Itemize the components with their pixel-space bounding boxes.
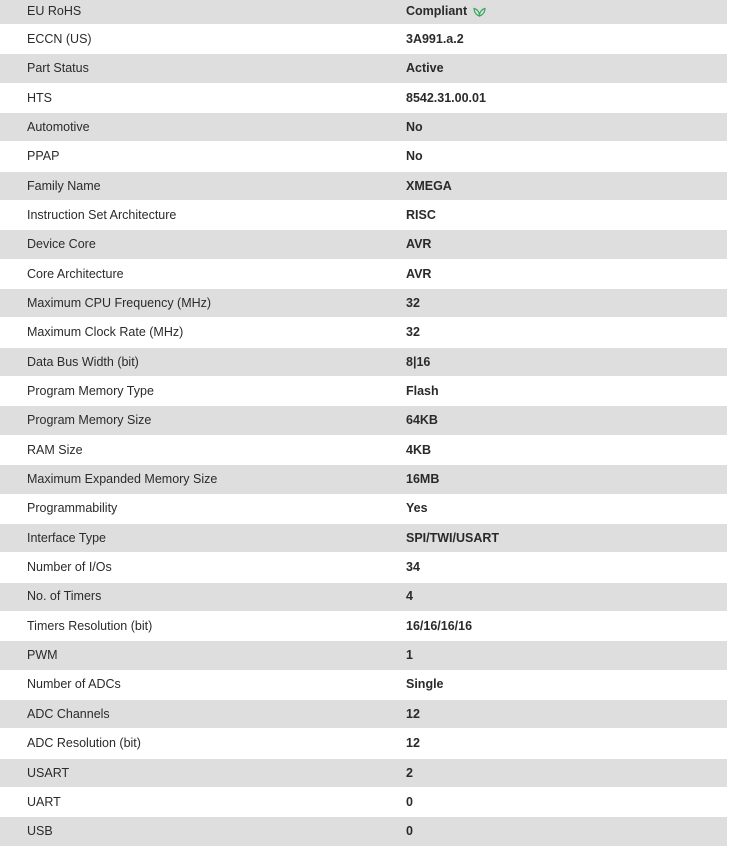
spec-value: No xyxy=(379,113,727,142)
spec-label: Programmability xyxy=(0,494,379,523)
spec-label: ECCN (US) xyxy=(0,25,379,54)
table-row xyxy=(0,142,727,171)
table-row xyxy=(0,611,727,640)
spec-label: HTS xyxy=(0,83,379,112)
table-row xyxy=(0,406,727,435)
spec-label: USB xyxy=(0,817,379,846)
table-row xyxy=(0,377,727,406)
table-row xyxy=(0,465,727,494)
table-row xyxy=(0,523,727,552)
spec-label: Automotive xyxy=(0,113,379,142)
spec-value: 4KB xyxy=(379,435,727,464)
spec-label: RAM Size xyxy=(0,435,379,464)
table-row xyxy=(0,83,727,112)
spec-label: Timers Resolution (bit) xyxy=(0,611,379,640)
spec-label: Device Core xyxy=(0,230,379,259)
spec-value-cell xyxy=(379,0,727,25)
spec-label: PPAP xyxy=(0,142,379,171)
spec-value: 16/16/16/16 xyxy=(379,611,727,640)
table-row xyxy=(0,817,727,846)
spec-value: 32 xyxy=(379,318,727,347)
spec-label: Maximum CPU Frequency (MHz) xyxy=(0,289,379,318)
spec-label: Maximum Clock Rate (MHz) xyxy=(0,318,379,347)
spec-value: No xyxy=(379,142,727,171)
table-row xyxy=(0,641,727,670)
spec-value: Single xyxy=(379,670,727,699)
spec-value: Yes xyxy=(379,494,727,523)
spec-label: Data Bus Width (bit) xyxy=(0,347,379,376)
spec-value: 8|16 xyxy=(379,347,727,376)
leaf-icon xyxy=(473,6,486,17)
spec-value: 0 xyxy=(379,817,727,846)
table-row xyxy=(0,729,727,758)
spec-value: 1 xyxy=(379,641,727,670)
spec-value: 12 xyxy=(379,699,727,728)
spec-value: Flash xyxy=(379,377,727,406)
table-row xyxy=(0,259,727,288)
spec-value: 32 xyxy=(379,289,727,318)
spec-value: 2 xyxy=(379,758,727,787)
spec-label: Number of I/Os xyxy=(0,553,379,582)
spec-value: 64KB xyxy=(379,406,727,435)
spec-label: Instruction Set Architecture xyxy=(0,201,379,230)
spec-value: AVR xyxy=(379,230,727,259)
spec-value: RISC xyxy=(379,201,727,230)
spec-label: UART xyxy=(0,787,379,816)
spec-label: Family Name xyxy=(0,171,379,200)
table-row xyxy=(0,113,727,142)
spec-label: Interface Type xyxy=(0,523,379,552)
spec-label: Core Architecture xyxy=(0,259,379,288)
table-row xyxy=(0,553,727,582)
table-row xyxy=(0,230,727,259)
spec-label: Maximum Expanded Memory Size xyxy=(0,465,379,494)
spec-value: 4 xyxy=(379,582,727,611)
table-row xyxy=(0,171,727,200)
table-row xyxy=(0,54,727,83)
spec-label: PWM xyxy=(0,641,379,670)
spec-label: Program Memory Type xyxy=(0,377,379,406)
spec-value: 12 xyxy=(379,729,727,758)
spec-value: AVR xyxy=(379,259,727,288)
spec-label: ADC Resolution (bit) xyxy=(0,729,379,758)
spec-label: ADC Channels xyxy=(0,699,379,728)
table-row xyxy=(0,758,727,787)
table-row xyxy=(0,699,727,728)
spec-label: USART xyxy=(0,758,379,787)
table-row xyxy=(0,318,727,347)
table-row xyxy=(0,347,727,376)
spec-value: 0 xyxy=(379,787,727,816)
table-row xyxy=(0,0,727,25)
spec-value: XMEGA xyxy=(379,171,727,200)
table-row xyxy=(0,201,727,230)
spec-value: 3A991.a.2 xyxy=(379,25,727,54)
table-row xyxy=(0,582,727,611)
spec-value: 8542.31.00.01 xyxy=(379,83,727,112)
spec-label: Program Memory Size xyxy=(0,406,379,435)
table-row xyxy=(0,435,727,464)
spec-label: Number of ADCs xyxy=(0,670,379,699)
table-row xyxy=(0,494,727,523)
table-row xyxy=(0,787,727,816)
table-row xyxy=(0,25,727,54)
spec-value-wrap xyxy=(406,5,486,18)
spec-value: SPI/TWI/USART xyxy=(379,523,727,552)
spec-label: No. of Timers xyxy=(0,582,379,611)
table-row xyxy=(0,670,727,699)
spec-value: 34 xyxy=(379,553,727,582)
spec-label: EU RoHS xyxy=(0,0,379,25)
spec-value: 16MB xyxy=(379,465,727,494)
table-row xyxy=(0,289,727,318)
spec-value: Compliant xyxy=(406,3,468,18)
spec-value: Active xyxy=(379,54,727,83)
spec-label: Part Status xyxy=(0,54,379,83)
